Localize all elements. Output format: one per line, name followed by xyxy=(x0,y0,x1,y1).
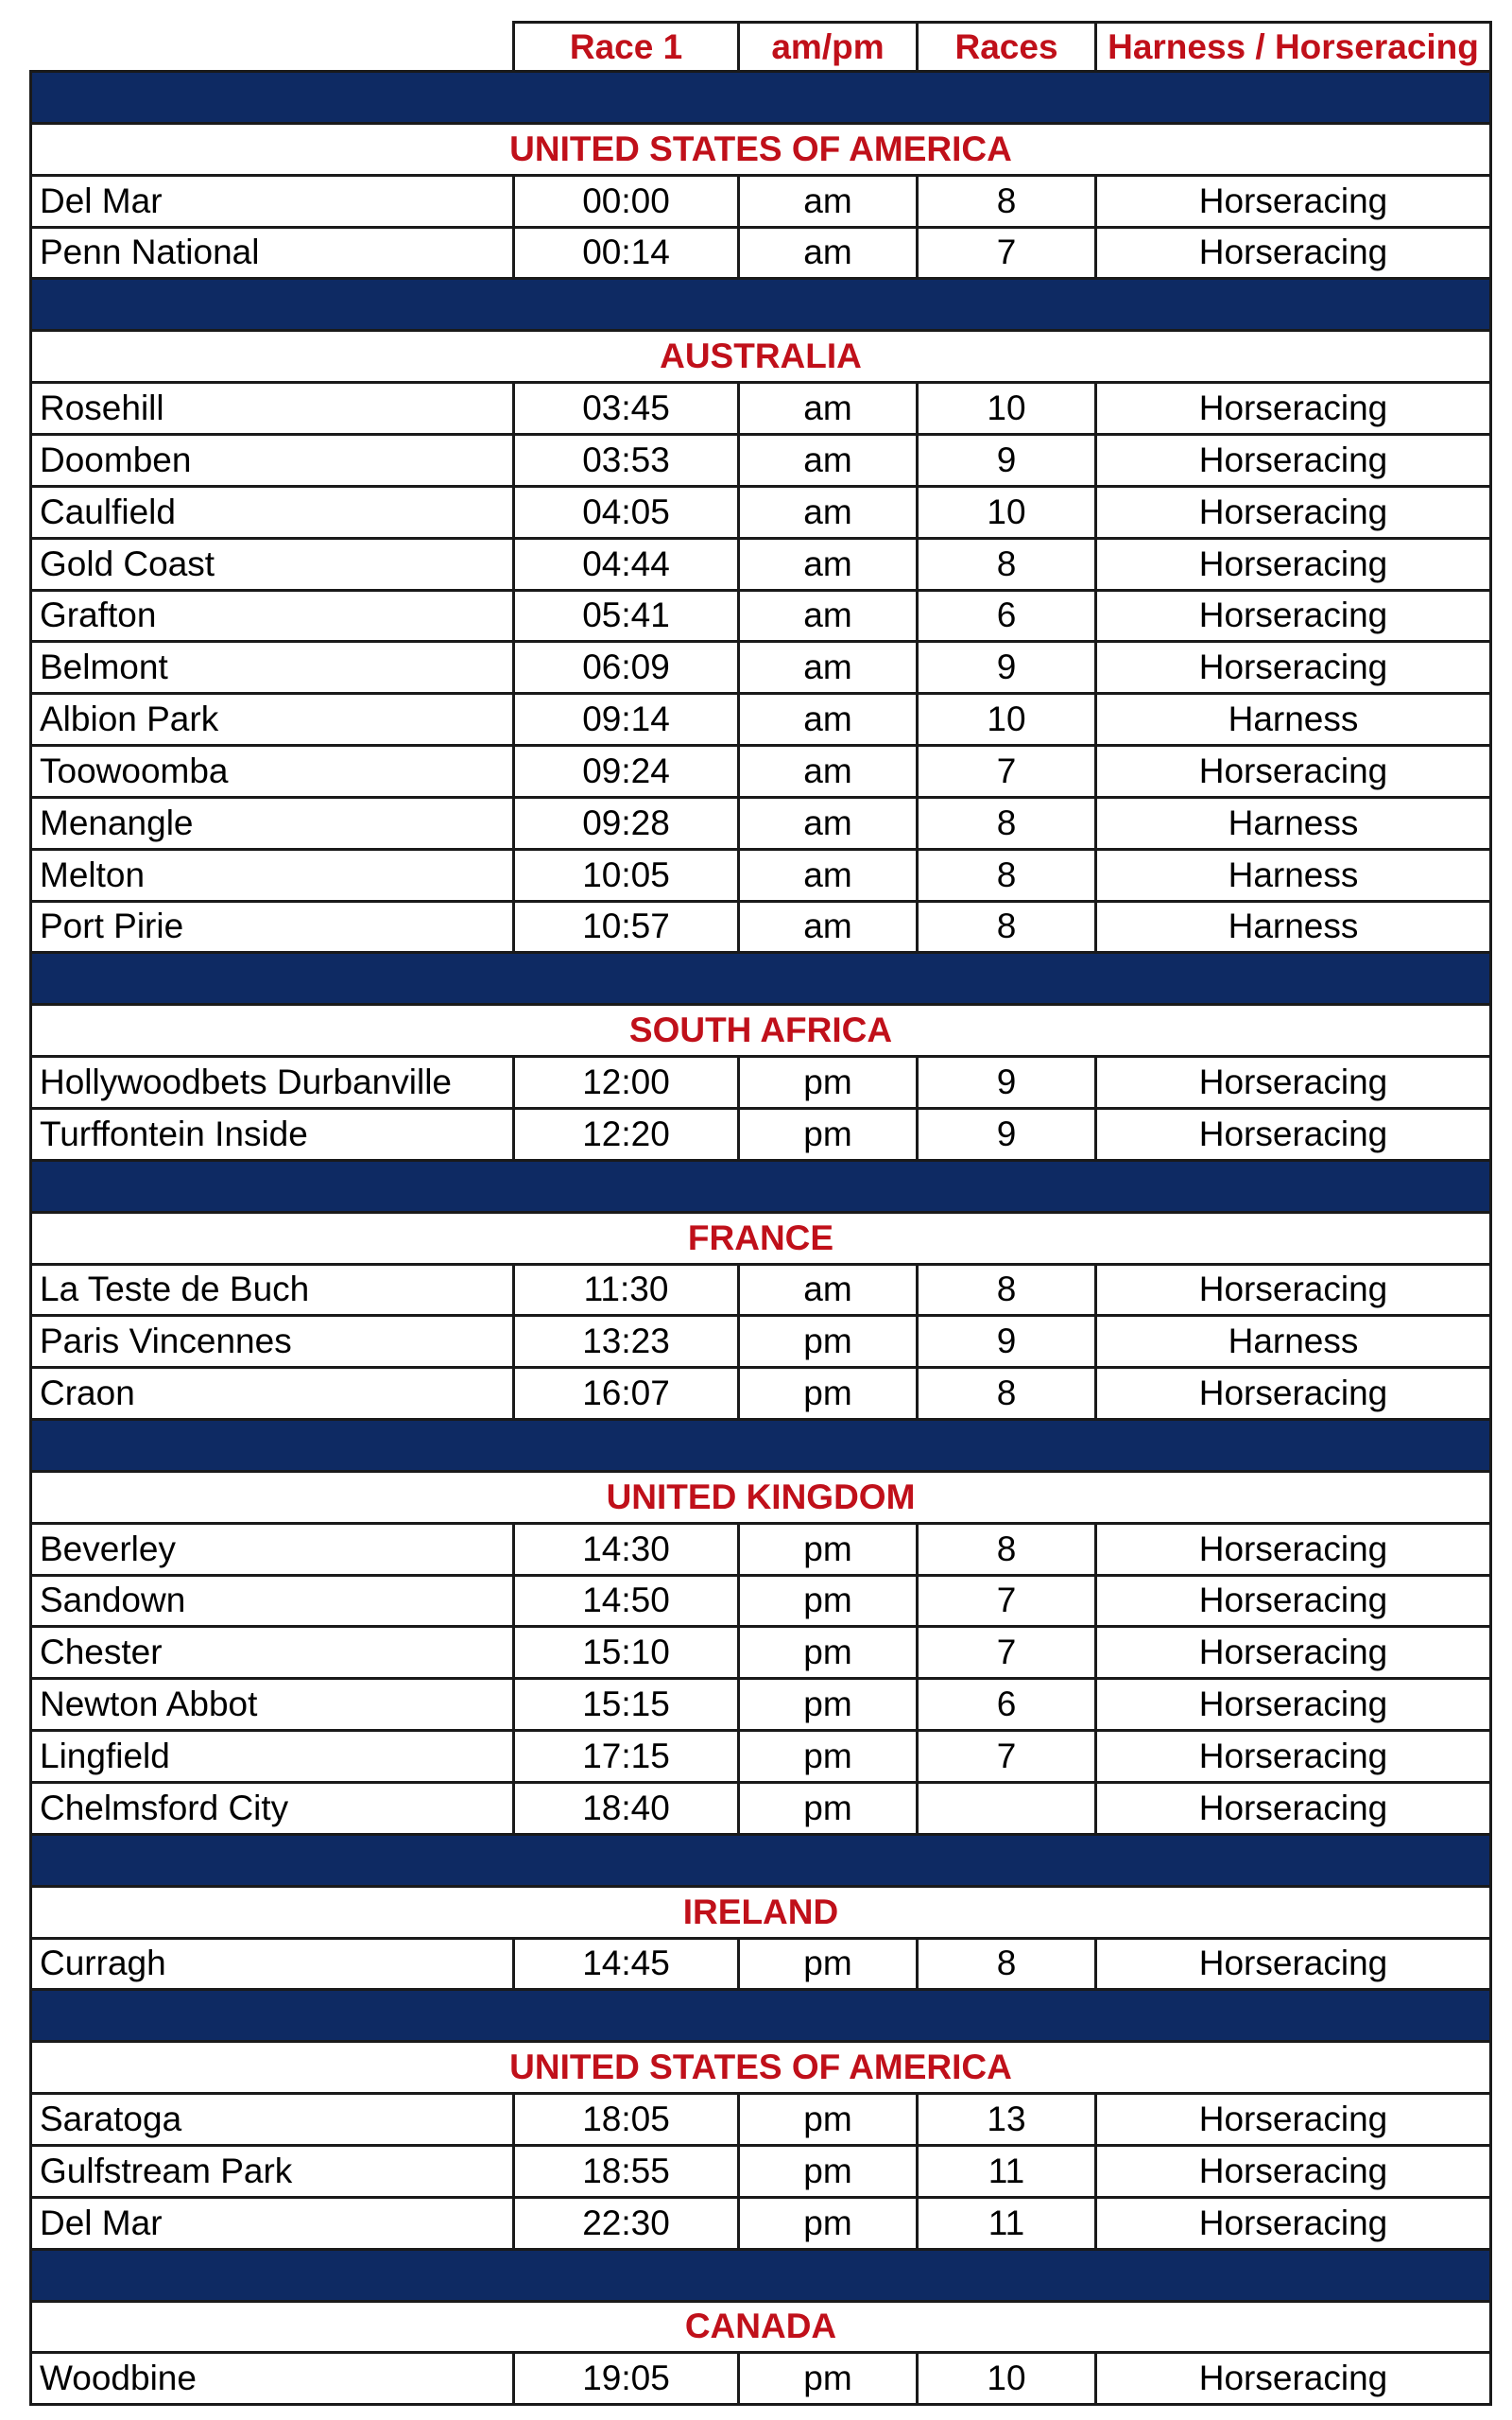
table-row xyxy=(29,2147,1492,2199)
country-heading: UNITED STATES OF AMERICA xyxy=(29,2043,1492,2095)
table-row xyxy=(29,384,1492,436)
track-name-cell: Doomben xyxy=(29,436,515,488)
track-name-cell: Turffontein Inside xyxy=(29,1110,515,1162)
race1-time-cell: 05:41 xyxy=(515,591,740,643)
ampm-cell: pm xyxy=(740,1058,919,1110)
ampm-cell: pm xyxy=(740,1939,919,1991)
table-row xyxy=(29,2199,1492,2251)
race-type-cell: Horseracing xyxy=(1097,228,1492,280)
race-type-cell: Horseracing xyxy=(1097,591,1492,643)
race1-time-cell: 12:20 xyxy=(515,1110,740,1162)
races-count-cell: 10 xyxy=(919,2354,1097,2406)
column-header-row xyxy=(29,21,1492,73)
track-name-cell: Saratoga xyxy=(29,2095,515,2147)
race-type-cell: Horseracing xyxy=(1097,1110,1492,1162)
race1-time-cell: 14:50 xyxy=(515,1576,740,1628)
race1-time-cell: 09:14 xyxy=(515,695,740,747)
table-row xyxy=(29,1680,1492,1732)
table-row xyxy=(29,488,1492,540)
table-row xyxy=(29,436,1492,488)
ampm-cell: am xyxy=(740,540,919,592)
ampm-cell: pm xyxy=(740,1680,919,1732)
race1-time-cell: 13:23 xyxy=(515,1317,740,1369)
section-divider-band xyxy=(29,954,1492,1006)
section-divider-band xyxy=(29,1991,1492,2043)
ampm-cell: pm xyxy=(740,1525,919,1577)
table-row xyxy=(29,2354,1492,2406)
race-type-cell: Horseracing xyxy=(1097,436,1492,488)
track-name-cell: Albion Park xyxy=(29,695,515,747)
race1-time-cell: 12:00 xyxy=(515,1058,740,1110)
races-count-cell: 8 xyxy=(919,1265,1097,1317)
track-name-cell: Newton Abbot xyxy=(29,1680,515,1732)
race1-time-cell: 19:05 xyxy=(515,2354,740,2406)
races-count-cell: 9 xyxy=(919,436,1097,488)
races-count-cell: 8 xyxy=(919,1369,1097,1421)
table-row xyxy=(29,1732,1492,1784)
header-race1: Race 1 xyxy=(515,21,740,73)
section-divider-band xyxy=(29,1421,1492,1473)
country-heading: AUSTRALIA xyxy=(29,332,1492,384)
races-count-cell: 8 xyxy=(919,799,1097,851)
ampm-cell: am xyxy=(740,643,919,695)
races-count-cell: 7 xyxy=(919,1628,1097,1680)
race-type-cell: Harness xyxy=(1097,799,1492,851)
race-type-cell: Horseracing xyxy=(1097,1525,1492,1577)
race-type-cell: Horseracing xyxy=(1097,643,1492,695)
races-count-cell: 9 xyxy=(919,1110,1097,1162)
table-row xyxy=(29,902,1492,954)
race-type-cell: Horseracing xyxy=(1097,1628,1492,1680)
race-type-cell: Horseracing xyxy=(1097,384,1492,436)
ampm-cell: pm xyxy=(740,2199,919,2251)
ampm-cell: am xyxy=(740,1265,919,1317)
track-name-cell: Gulfstream Park xyxy=(29,2147,515,2199)
section-divider-band xyxy=(29,73,1492,125)
races-count-cell: 13 xyxy=(919,2095,1097,2147)
table-row xyxy=(29,643,1492,695)
ampm-cell: am xyxy=(740,799,919,851)
table-row xyxy=(29,1939,1492,1991)
ampm-cell: am xyxy=(740,436,919,488)
ampm-cell: am xyxy=(740,177,919,229)
race-type-cell: Horseracing xyxy=(1097,540,1492,592)
ampm-cell: am xyxy=(740,591,919,643)
races-count-cell: 11 xyxy=(919,2147,1097,2199)
table-row xyxy=(29,695,1492,747)
races-count-cell: 8 xyxy=(919,902,1097,954)
ampm-cell: am xyxy=(740,747,919,799)
races-count-cell: 6 xyxy=(919,1680,1097,1732)
race-type-cell: Harness xyxy=(1097,695,1492,747)
races-count-cell: 8 xyxy=(919,851,1097,903)
races-count-cell: 8 xyxy=(919,1525,1097,1577)
section-divider-band xyxy=(29,2251,1492,2303)
race1-time-cell: 09:28 xyxy=(515,799,740,851)
track-name-cell: Menangle xyxy=(29,799,515,851)
races-count-cell: 6 xyxy=(919,591,1097,643)
race1-time-cell: 00:14 xyxy=(515,228,740,280)
table-row xyxy=(29,1058,1492,1110)
races-count-cell xyxy=(919,1784,1097,1836)
race1-time-cell: 04:44 xyxy=(515,540,740,592)
race1-time-cell: 15:10 xyxy=(515,1628,740,1680)
races-count-cell: 11 xyxy=(919,2199,1097,2251)
race1-time-cell: 14:30 xyxy=(515,1525,740,1577)
races-count-cell: 9 xyxy=(919,1058,1097,1110)
race1-time-cell: 03:53 xyxy=(515,436,740,488)
track-name-cell: Chester xyxy=(29,1628,515,1680)
race1-time-cell: 15:15 xyxy=(515,1680,740,1732)
race-type-cell: Horseracing xyxy=(1097,1265,1492,1317)
track-name-cell: Sandown xyxy=(29,1576,515,1628)
track-name-cell: Del Mar xyxy=(29,177,515,229)
race-type-cell: Horseracing xyxy=(1097,1732,1492,1784)
race-type-cell: Horseracing xyxy=(1097,2354,1492,2406)
race1-time-cell: 14:45 xyxy=(515,1939,740,1991)
races-count-cell: 10 xyxy=(919,695,1097,747)
track-name-cell: Woodbine xyxy=(29,2354,515,2406)
race-type-cell: Harness xyxy=(1097,851,1492,903)
ampm-cell: am xyxy=(740,384,919,436)
race-type-cell: Horseracing xyxy=(1097,2199,1492,2251)
race1-time-cell: 00:00 xyxy=(515,177,740,229)
race1-time-cell: 18:55 xyxy=(515,2147,740,2199)
track-name-cell: Port Pirie xyxy=(29,902,515,954)
country-heading: UNITED KINGDOM xyxy=(29,1473,1492,1525)
table-row xyxy=(29,540,1492,592)
race1-time-cell: 18:40 xyxy=(515,1784,740,1836)
race-type-cell: Horseracing xyxy=(1097,1939,1492,1991)
table-row xyxy=(29,1576,1492,1628)
races-count-cell: 10 xyxy=(919,384,1097,436)
race1-time-cell: 10:05 xyxy=(515,851,740,903)
track-name-cell: Penn National xyxy=(29,228,515,280)
races-count-cell: 10 xyxy=(919,488,1097,540)
track-name-cell: Rosehill xyxy=(29,384,515,436)
table-row xyxy=(29,228,1492,280)
race1-time-cell: 16:07 xyxy=(515,1369,740,1421)
table-row xyxy=(29,799,1492,851)
table-row xyxy=(29,591,1492,643)
race-type-cell: Harness xyxy=(1097,902,1492,954)
race1-time-cell: 18:05 xyxy=(515,2095,740,2147)
race-type-cell: Horseracing xyxy=(1097,1058,1492,1110)
race-type-cell: Horseracing xyxy=(1097,2147,1492,2199)
races-count-cell: 8 xyxy=(919,540,1097,592)
ampm-cell: pm xyxy=(740,1317,919,1369)
race-type-cell: Horseracing xyxy=(1097,1680,1492,1732)
races-count-cell: 7 xyxy=(919,1732,1097,1784)
header-type: Harness / Horseracing xyxy=(1097,21,1492,73)
ampm-cell: pm xyxy=(740,2354,919,2406)
race1-time-cell: 10:57 xyxy=(515,902,740,954)
ampm-cell: am xyxy=(740,851,919,903)
track-name-cell: Hollywoodbets Durbanville xyxy=(29,1058,515,1110)
races-count-cell: 8 xyxy=(919,1939,1097,1991)
ampm-cell: pm xyxy=(740,1369,919,1421)
race-type-cell: Horseracing xyxy=(1097,488,1492,540)
ampm-cell: pm xyxy=(740,1732,919,1784)
ampm-cell: pm xyxy=(740,1110,919,1162)
races-count-cell: 8 xyxy=(919,177,1097,229)
track-name-cell: Caulfield xyxy=(29,488,515,540)
track-name-cell: Chelmsford City xyxy=(29,1784,515,1836)
track-name-cell: Craon xyxy=(29,1369,515,1421)
race-type-cell: Horseracing xyxy=(1097,1784,1492,1836)
ampm-cell: pm xyxy=(740,2147,919,2199)
race1-time-cell: 03:45 xyxy=(515,384,740,436)
ampm-cell: pm xyxy=(740,1576,919,1628)
country-heading: CANADA xyxy=(29,2302,1492,2354)
race1-time-cell: 17:15 xyxy=(515,1732,740,1784)
race-type-cell: Horseracing xyxy=(1097,747,1492,799)
track-name-cell: Curragh xyxy=(29,1939,515,1991)
ampm-cell: am xyxy=(740,228,919,280)
ampm-cell: pm xyxy=(740,2095,919,2147)
ampm-cell: pm xyxy=(740,1628,919,1680)
races-count-cell: 9 xyxy=(919,1317,1097,1369)
race1-time-cell: 06:09 xyxy=(515,643,740,695)
ampm-cell: am xyxy=(740,902,919,954)
table-row xyxy=(29,2095,1492,2147)
section-divider-band xyxy=(29,1162,1492,1214)
races-count-cell: 7 xyxy=(919,228,1097,280)
race-type-cell: Harness xyxy=(1097,1317,1492,1369)
track-name-cell: Melton xyxy=(29,851,515,903)
table-row xyxy=(29,747,1492,799)
ampm-cell: pm xyxy=(740,1784,919,1836)
track-name-cell: Grafton xyxy=(29,591,515,643)
country-heading: FRANCE xyxy=(29,1214,1492,1266)
table-row xyxy=(29,1110,1492,1162)
table-row xyxy=(29,1628,1492,1680)
track-name-cell: Gold Coast xyxy=(29,540,515,592)
country-heading: UNITED STATES OF AMERICA xyxy=(29,125,1492,177)
table-row xyxy=(29,851,1492,903)
track-name-cell: Del Mar xyxy=(29,2199,515,2251)
country-heading: IRELAND xyxy=(29,1888,1492,1940)
ampm-cell: am xyxy=(740,695,919,747)
header-blank-cell xyxy=(29,21,515,73)
race1-time-cell: 11:30 xyxy=(515,1265,740,1317)
track-name-cell: Toowoomba xyxy=(29,747,515,799)
races-count-cell: 7 xyxy=(919,1576,1097,1628)
race-type-cell: Horseracing xyxy=(1097,177,1492,229)
header-ampm: am/pm xyxy=(740,21,919,73)
ampm-cell: am xyxy=(740,488,919,540)
header-races: Races xyxy=(919,21,1097,73)
table-row xyxy=(29,1525,1492,1577)
table-row xyxy=(29,1317,1492,1369)
table-row xyxy=(29,1265,1492,1317)
track-name-cell: Beverley xyxy=(29,1525,515,1577)
race1-time-cell: 22:30 xyxy=(515,2199,740,2251)
race1-time-cell: 09:24 xyxy=(515,747,740,799)
country-heading: SOUTH AFRICA xyxy=(29,1006,1492,1058)
races-count-cell: 9 xyxy=(919,643,1097,695)
track-name-cell: La Teste de Buch xyxy=(29,1265,515,1317)
track-name-cell: Paris Vincennes xyxy=(29,1317,515,1369)
section-divider-band xyxy=(29,280,1492,332)
race1-time-cell: 04:05 xyxy=(515,488,740,540)
race-type-cell: Horseracing xyxy=(1097,1576,1492,1628)
race-type-cell: Horseracing xyxy=(1097,1369,1492,1421)
track-name-cell: Lingfield xyxy=(29,1732,515,1784)
race-type-cell: Horseracing xyxy=(1097,2095,1492,2147)
table-row xyxy=(29,177,1492,229)
races-count-cell: 7 xyxy=(919,747,1097,799)
track-name-cell: Belmont xyxy=(29,643,515,695)
table-row xyxy=(29,1369,1492,1421)
section-divider-band xyxy=(29,1836,1492,1888)
table-row xyxy=(29,1784,1492,1836)
